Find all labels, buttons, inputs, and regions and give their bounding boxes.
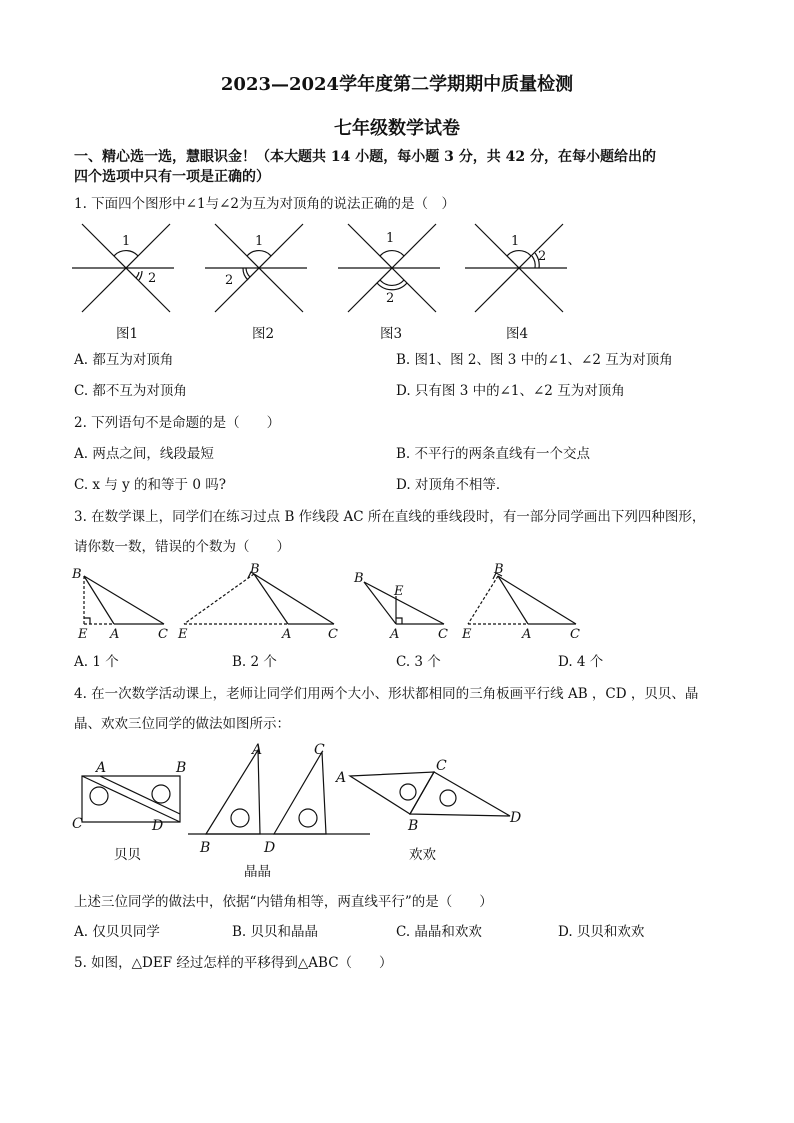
q1-option-b: B. 图1、图 2、图 3 中的∠1、∠2 互为对顶角 <box>396 352 673 368</box>
q2-option-a: A. 两点之间，线段最短 <box>74 446 214 462</box>
q3c-label-a: A <box>390 627 400 642</box>
q3d-label-e: E <box>462 627 472 642</box>
q3b-label-a: A <box>282 627 292 642</box>
q3c-label-c: C <box>438 627 448 642</box>
q2-option-d: D. 对顶角不相等． <box>396 477 510 493</box>
fig4-caption: 图4 <box>505 326 529 342</box>
jj-label-a: A <box>252 742 263 758</box>
fig3-caption: 图3 <box>379 326 403 342</box>
hh-label-a: A <box>336 770 347 786</box>
bb-label-c: C <box>72 816 83 832</box>
q3c-label-e: E <box>394 584 404 599</box>
q2-option-b: B. 不平行的两条直线有一个交点 <box>396 446 591 462</box>
q3b-label-b: B <box>250 562 260 577</box>
fig1-label-2: 2 <box>148 271 157 286</box>
fig4-label-1: 1 <box>511 234 520 249</box>
q3a-label-c: C <box>158 627 168 642</box>
hh-label-b: B <box>408 818 419 834</box>
q3-stem-line1: 3. 在数学课上，同学们在练习过点 B 作线段 AC 所在直线的垂线段时，有一部分同学画出下列四种图形， <box>74 509 706 525</box>
fig3-label-1: 1 <box>386 231 395 246</box>
q3b-label-c: C <box>328 627 338 642</box>
q3-option-b: B. 2 个 <box>232 654 277 670</box>
q3a-label-e: E <box>78 627 88 642</box>
caption-huanhuan: 欢欢 <box>409 847 436 863</box>
fig2-label-2: 2 <box>225 273 234 288</box>
q3-option-d: D. 4 个 <box>558 654 604 670</box>
q4-stem-line2: 晶、欢欢三位同学的做法如图所示： <box>74 716 290 732</box>
section-heading-line1: 一、精心选一选，慧眼识金！（本大题共 14 小题，每小题 3 分，共 42 分，在每小题给出的 <box>74 149 656 165</box>
q3b-label-e: E <box>178 627 188 642</box>
q3a-label-a: A <box>110 627 120 642</box>
q3-stem-line2: 请你数一数，错误的个数为（ ） <box>74 539 290 555</box>
q3-option-c: C. 3 个 <box>396 654 441 670</box>
q1-option-c: C. 都不互为对顶角 <box>74 383 187 399</box>
q4-option-a: A. 仅贝贝同学 <box>74 924 160 940</box>
jj-label-c: C <box>314 742 325 758</box>
q4-figures <box>70 738 540 840</box>
bb-label-a: A <box>96 760 107 776</box>
q4-option-c: C. 晶晶和欢欢 <box>396 924 482 940</box>
fig4-label-2: 2 <box>538 249 547 264</box>
q1-stem: 1. 下面四个图形中∠1与∠2为互为对顶角的说法正确的是（ ） <box>74 196 455 212</box>
q4-option-d: D. 贝贝和欢欢 <box>558 924 645 940</box>
fig2-label-1: 1 <box>255 234 264 249</box>
caption-beibei: 贝贝 <box>114 847 141 863</box>
q3d-label-a: A <box>522 627 532 642</box>
q3c-label-b: B <box>354 571 364 586</box>
section-heading-line2: 四个选项中只有一项是正确的） <box>74 169 270 185</box>
exam-subtitle: 七年级数学试卷 <box>334 118 460 139</box>
q3-figures <box>70 560 600 644</box>
fig3-label-2: 2 <box>386 291 395 306</box>
q3d-label-c: C <box>570 627 580 642</box>
bb-label-d: D <box>152 818 164 834</box>
q4-question: 上述三位同学的做法中，依据“内错角相等，两直线平行”的是（ ） <box>74 894 493 910</box>
q3-option-a: A. 1 个 <box>74 654 119 670</box>
hh-label-d: D <box>510 810 522 826</box>
q1-option-d: D. 只有图 3 中的∠1、∠2 互为对顶角 <box>396 383 625 399</box>
q2-stem: 2. 下列语句不是命题的是（ ） <box>74 415 281 431</box>
fig1-caption: 图1 <box>115 326 139 342</box>
jj-label-b2: B <box>200 840 211 856</box>
caption-jingjing: 晶晶 <box>244 864 271 880</box>
fig2-caption: 图2 <box>251 326 275 342</box>
exam-title: 2023—2024学年度第二学期期中质量检测 <box>220 74 574 95</box>
q3d-label-b: B <box>494 562 504 577</box>
q1-option-a: A. 都互为对顶角 <box>74 352 174 368</box>
q1-figures <box>70 218 580 323</box>
bb-label-b: B <box>176 760 187 776</box>
q3a-label-b: B <box>72 567 82 582</box>
hh-label-c: C <box>436 758 447 774</box>
q5-stem: 5. 如图，△DEF 经过怎样的平移得到△ABC（ ） <box>74 955 393 971</box>
jj-label-d: D <box>264 840 276 856</box>
fig1-label-1: 1 <box>122 234 131 249</box>
q4-option-b: B. 贝贝和晶晶 <box>232 924 319 940</box>
q4-stem-line1: 4. 在一次数学活动课上，老师让同学们用两个大小、形状都相同的三角板画平行线 AB ，CD ，贝贝、晶 <box>74 686 699 702</box>
q2-option-c: C. x 与 y 的和等于 0 吗? <box>74 477 226 493</box>
